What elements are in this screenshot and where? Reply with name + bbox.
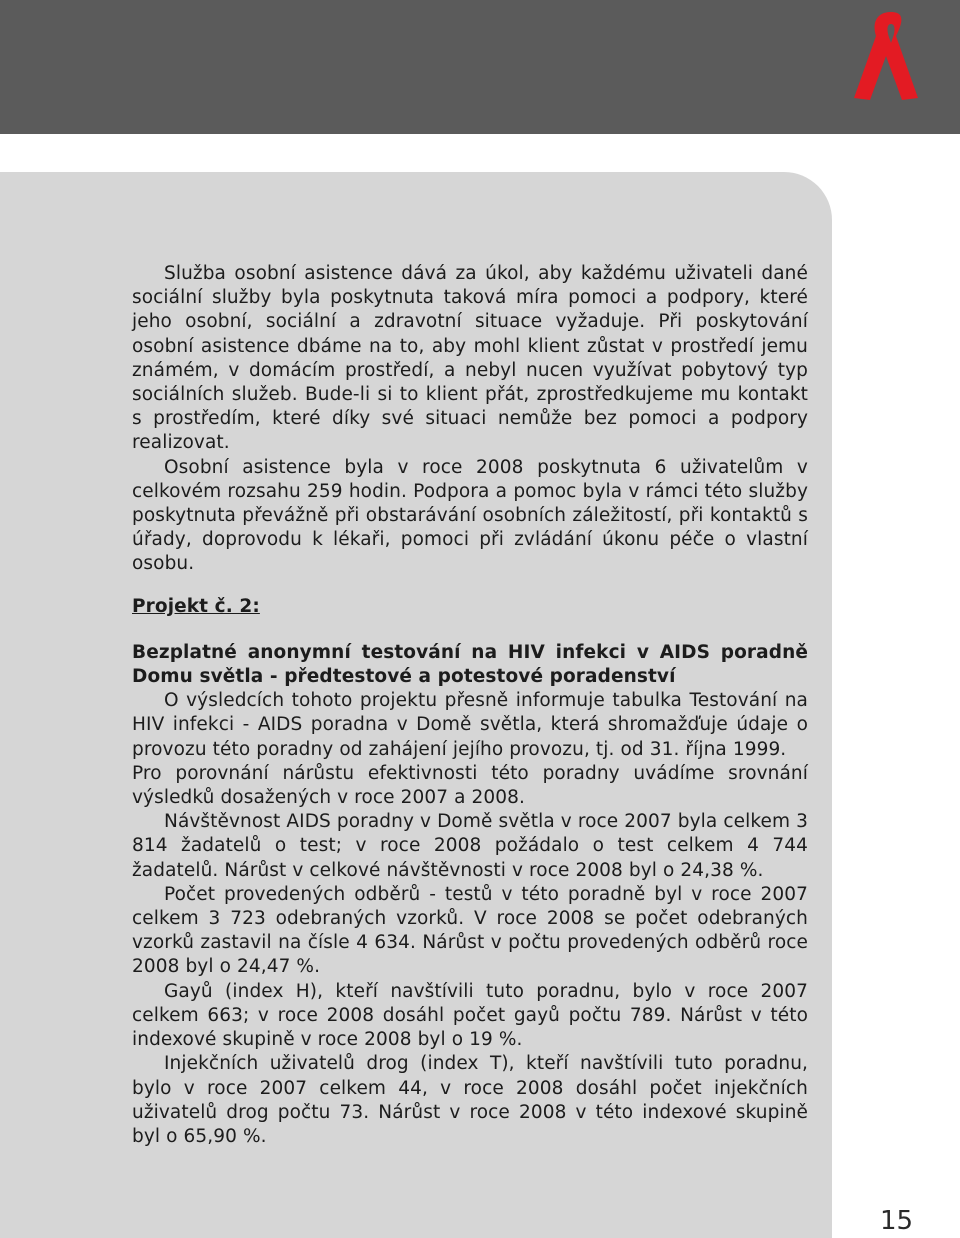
- paragraph-osobni-asistence: Služba osobní asistence dává za úkol, aby každému uživateli dané sociální služby byla poskytnuta taková míra pomoci a podpory, které jeho osobní, sociální a zdravotní situace vyžaduje. Při poskytování osobní asistence dbáme na to, aby mohl klient zůstat v prostředí jemu známém, v domácím prostředí, a nebyl nucen využívat pobytový typ sociálních služeb. Bude-li si to klient přát, zprostředkujeme mu kontakt s prostředím, které díky své situaci nemůže bez pomoci a podpory realizovat.: [132, 263, 808, 454]
- paragraph-gayove: Gayů (index H), kteří navštívili tuto poradnu, bylo v roce 2007 celkem 663; v roce 2008 dosáhl počet gayů počtu 789. Nárůst v této indexové skupině v roce 2008 byl o 19 %.: [132, 980, 808, 1051]
- header-band: [0, 0, 960, 134]
- paragraph-porovnani: Pro porovnání nárůstu efektivnosti této poradny uvádíme srovnání výsledků dosažených v roce 2007 a 2008.: [132, 762, 808, 809]
- document-body: [132, 262, 808, 1149]
- project-label: Projekt č. 2:: [132, 595, 260, 617]
- paragraph-odbery: Počet provedených odběrů - testů v této poradně byl v roce 2007 celkem 3 723 odebraných vzorků. V roce 2008 se počet odebraných vzorků zastavil na čísle 4 634. Nárůst v počtu provedených odběrů roce 2008 byl o 24,47 %.: [132, 883, 808, 978]
- red-ribbon-icon: [846, 6, 936, 106]
- section-title: Bezplatné anonymní testování na HIV infekci v AIDS poradně Domu světla - předtestové a potestové poradenství: [132, 641, 808, 688]
- paragraph-navstevnost: Návštěvnost AIDS poradny v Domě světla v roce 2007 byla celkem 3 814 žadatelů o test; v roce 2008 požádalo o test celkem 4 744 žadatelů. Nárůst v celkové návštěvnosti v roce 2008 byl o 24,38 %.: [132, 811, 808, 881]
- page-number: 15: [880, 1206, 914, 1236]
- paragraph-osobni-asistence-2008: Osobní asistence byla v roce 2008 poskytnuta 6 uživatelům v celkovém rozsahu 259 hodin. Podpora a pomoc byla v rámci této služby poskytnuta převážně při obstarávání osobních záležitostí, při kontaktů s úřady, doprovodu k lékaři, pomoci při zvládání úkonu péče o vlastní osobu.: [132, 456, 808, 575]
- paragraph-vysledky: O výsledcích tohoto projektu přesně informuje tabulka Testování na HIV infekci - AIDS poradna v Domě světla, která shromažďuje údaje o provozu této poradny od zahájení jejího provozu, tj. od 31. října 1999.: [132, 690, 808, 760]
- paragraph-injekcni-uzivatele: Injekčních uživatelů drog (index T), kteří navštívili tuto poradnu, bylo v roce 2007 celkem 44, v roce 2008 dosáhl počet injekčních uživatelů drog počtu 73. Nárůst v roce 2008 v této indexové skupině byl o 65,90 %.: [132, 1053, 808, 1147]
